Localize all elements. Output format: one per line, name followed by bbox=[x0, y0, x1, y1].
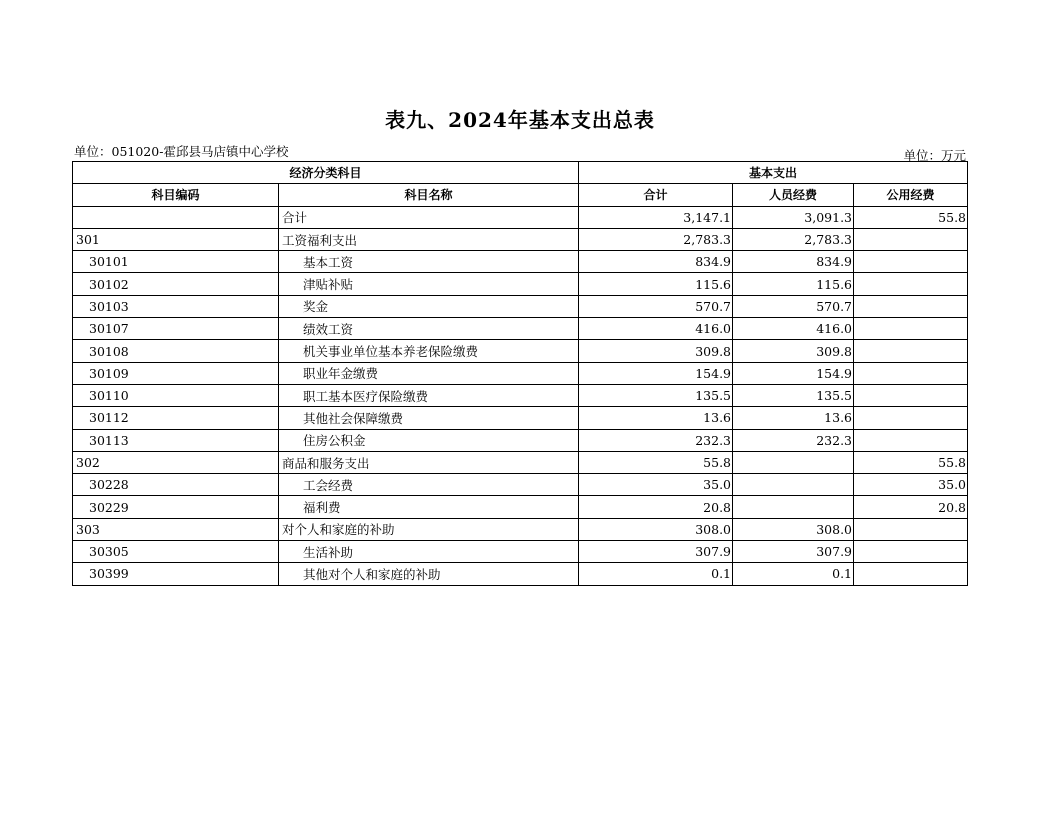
row-public bbox=[854, 228, 968, 250]
header-group-basic-expenditure: 基本支出 bbox=[579, 162, 968, 184]
row-name: 生活补助 bbox=[279, 541, 579, 563]
header-personnel: 人员经费 bbox=[733, 184, 854, 206]
row-personnel: 13.6 bbox=[733, 407, 854, 429]
row-name: 合计 bbox=[279, 206, 579, 228]
table-row bbox=[73, 228, 968, 250]
row-personnel: 416.0 bbox=[733, 318, 854, 340]
header-group-classification: 经济分类科目 bbox=[73, 162, 579, 184]
row-total: 416.0 bbox=[579, 318, 733, 340]
row-code: 30101 bbox=[73, 251, 279, 273]
unit-label-currency: 单位：万元 bbox=[903, 148, 966, 163]
row-total: 154.9 bbox=[579, 362, 733, 384]
table-row bbox=[73, 451, 968, 473]
row-personnel: 834.9 bbox=[733, 251, 854, 273]
row-name: 津贴补贴 bbox=[279, 273, 579, 295]
row-name: 其他社会保障缴费 bbox=[279, 407, 579, 429]
row-code: 30399 bbox=[73, 563, 279, 585]
row-personnel: 307.9 bbox=[733, 541, 854, 563]
row-total: 55.8 bbox=[579, 451, 733, 473]
row-public bbox=[854, 407, 968, 429]
header-total: 合计 bbox=[579, 184, 733, 206]
row-public bbox=[854, 251, 968, 273]
unit-label-org: 单位：051020-霍邱县马店镇中心学校 bbox=[74, 144, 289, 159]
page-title: 表九、2024年基本支出总表 bbox=[385, 108, 655, 132]
table-row bbox=[73, 518, 968, 540]
row-public bbox=[854, 429, 968, 451]
row-code: 30112 bbox=[73, 407, 279, 429]
row-code: 30107 bbox=[73, 318, 279, 340]
row-public bbox=[854, 273, 968, 295]
table-body bbox=[73, 206, 968, 585]
table-row bbox=[73, 318, 968, 340]
row-name: 奖金 bbox=[279, 295, 579, 317]
row-name: 工会经费 bbox=[279, 474, 579, 496]
table-row bbox=[73, 407, 968, 429]
row-public bbox=[854, 563, 968, 585]
row-code: 30108 bbox=[73, 340, 279, 362]
row-code: 30103 bbox=[73, 295, 279, 317]
row-public: 55.8 bbox=[854, 206, 968, 228]
row-total: 232.3 bbox=[579, 429, 733, 451]
row-total: 570.7 bbox=[579, 295, 733, 317]
row-public bbox=[854, 541, 968, 563]
row-total: 13.6 bbox=[579, 407, 733, 429]
row-personnel: 135.5 bbox=[733, 384, 854, 406]
row-total: 115.6 bbox=[579, 273, 733, 295]
row-code: 30228 bbox=[73, 474, 279, 496]
row-public bbox=[854, 295, 968, 317]
row-personnel: 154.9 bbox=[733, 362, 854, 384]
row-personnel: 309.8 bbox=[733, 340, 854, 362]
row-name: 商品和服务支出 bbox=[279, 451, 579, 473]
table-row bbox=[73, 563, 968, 585]
row-personnel: 232.3 bbox=[733, 429, 854, 451]
row-code: 30102 bbox=[73, 273, 279, 295]
row-name: 工资福利支出 bbox=[279, 228, 579, 250]
row-name: 对个人和家庭的补助 bbox=[279, 518, 579, 540]
row-code bbox=[73, 206, 279, 228]
table-row bbox=[73, 496, 968, 518]
row-name: 其他对个人和家庭的补助 bbox=[279, 563, 579, 585]
row-public bbox=[854, 362, 968, 384]
row-total: 20.8 bbox=[579, 496, 733, 518]
row-personnel: 308.0 bbox=[733, 518, 854, 540]
header-name: 科目名称 bbox=[279, 184, 579, 206]
row-total: 135.5 bbox=[579, 384, 733, 406]
row-name: 机关事业单位基本养老保险缴费 bbox=[279, 340, 579, 362]
row-personnel: 570.7 bbox=[733, 295, 854, 317]
table-row bbox=[73, 295, 968, 317]
row-name: 住房公积金 bbox=[279, 429, 579, 451]
row-code: 303 bbox=[73, 518, 279, 540]
table-row bbox=[73, 384, 968, 406]
row-code: 301 bbox=[73, 228, 279, 250]
row-total: 3,147.1 bbox=[579, 206, 733, 228]
row-personnel bbox=[733, 496, 854, 518]
row-code: 30229 bbox=[73, 496, 279, 518]
row-code: 30110 bbox=[73, 384, 279, 406]
row-public: 35.0 bbox=[854, 474, 968, 496]
table-row bbox=[73, 340, 968, 362]
row-public bbox=[854, 340, 968, 362]
row-total: 834.9 bbox=[579, 251, 733, 273]
row-personnel: 3,091.3 bbox=[733, 206, 854, 228]
row-public bbox=[854, 384, 968, 406]
row-total: 0.1 bbox=[579, 563, 733, 585]
row-code: 30113 bbox=[73, 429, 279, 451]
row-code: 30305 bbox=[73, 541, 279, 563]
row-personnel: 0.1 bbox=[733, 563, 854, 585]
row-total: 309.8 bbox=[579, 340, 733, 362]
row-name: 福利费 bbox=[279, 496, 579, 518]
table-row bbox=[73, 429, 968, 451]
row-personnel: 2,783.3 bbox=[733, 228, 854, 250]
row-public: 55.8 bbox=[854, 451, 968, 473]
row-name: 绩效工资 bbox=[279, 318, 579, 340]
row-name: 基本工资 bbox=[279, 251, 579, 273]
row-total: 308.0 bbox=[579, 518, 733, 540]
row-personnel bbox=[733, 451, 854, 473]
row-personnel bbox=[733, 474, 854, 496]
table-row bbox=[73, 362, 968, 384]
expenditure-table bbox=[72, 161, 968, 586]
row-name: 职业年金缴费 bbox=[279, 362, 579, 384]
header-code: 科目编码 bbox=[73, 184, 279, 206]
row-public bbox=[854, 318, 968, 340]
row-total: 2,783.3 bbox=[579, 228, 733, 250]
row-total: 35.0 bbox=[579, 474, 733, 496]
table-row bbox=[73, 251, 968, 273]
header-public: 公用经费 bbox=[854, 184, 968, 206]
row-public bbox=[854, 518, 968, 540]
row-total: 307.9 bbox=[579, 541, 733, 563]
row-personnel: 115.6 bbox=[733, 273, 854, 295]
row-public: 20.8 bbox=[854, 496, 968, 518]
table-row bbox=[73, 474, 968, 496]
row-code: 302 bbox=[73, 451, 279, 473]
table-row bbox=[73, 541, 968, 563]
table-row bbox=[73, 206, 968, 228]
table-row bbox=[73, 273, 968, 295]
row-code: 30109 bbox=[73, 362, 279, 384]
row-name: 职工基本医疗保险缴费 bbox=[279, 384, 579, 406]
